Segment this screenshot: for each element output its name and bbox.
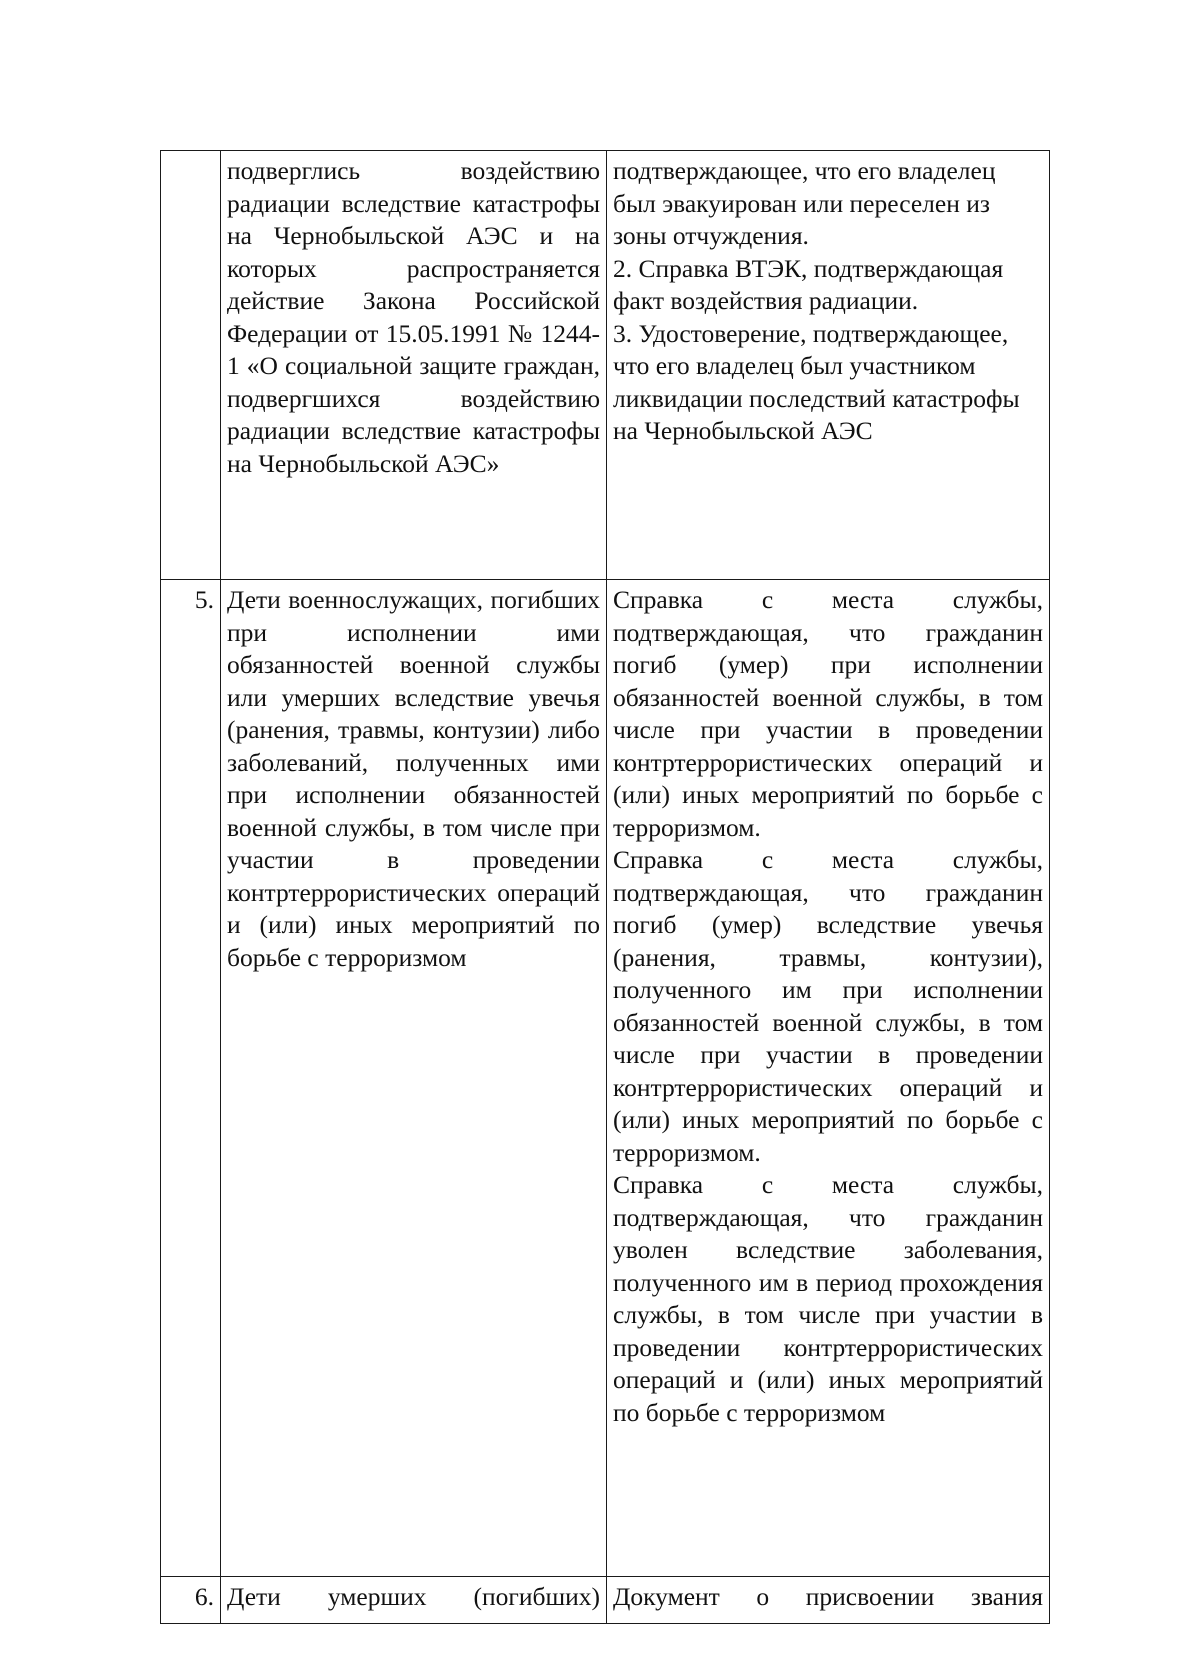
table-row xyxy=(161,580,1050,1577)
category-text: Дети умерших (погибших) xyxy=(227,1582,600,1611)
category-cell xyxy=(221,151,607,580)
category-cell xyxy=(221,580,607,1577)
category-cell xyxy=(221,1577,607,1624)
category-text: Дети военнослужащих, погибших при исполнении ими обязанностей военной службы или умерших вследствие увечья (ранения, травмы, контузии) либо заболеваний, полученных ими при исполнении обязанностей военной службы, в том числе при участии в проведении контртеррористических операций и (или) иных мероприятий по борьбе с терроризмом xyxy=(227,585,600,972)
table-row xyxy=(161,1577,1050,1624)
benefits-table xyxy=(160,150,1050,1624)
documents-cell xyxy=(607,1577,1050,1624)
row-number: 5. xyxy=(161,580,221,1577)
row-number xyxy=(161,151,221,580)
document-item: Справка с места службы, подтверждающая, что гражданин погиб (умер) вследствие увечья (ранения, травмы, контузии), полученного им при исполнении обязанностей военной службы, в том числе при участии в проведении контртеррористических операций и (или) иных мероприятий по борьбе с терроризмом. xyxy=(613,845,1043,1167)
document-item: 2. Справка ВТЭК, подтверждающая факт воздействия радиации. xyxy=(613,253,1004,315)
document-item: 3. Удостоверение, подтверждающее, что его владелец был участником ликвидации последствий катастрофы на Чернобыльской АЭС xyxy=(613,318,1020,445)
documents-cell xyxy=(607,580,1050,1577)
table-row xyxy=(161,151,1050,580)
document-item: Документ о присвоении звания xyxy=(613,1582,1043,1611)
row-number: 6. xyxy=(161,1577,221,1624)
document-item: Справка с места службы, подтверждающая, что гражданин уволен вследствие заболевания, полученного им в период прохождения службы, в том числе при участии в проведении контртеррористических операций и (или) иных мероприятий по борьбе с терроризмом xyxy=(613,1170,1043,1427)
document-item: подтверждающее, что его владелец был эвакуирован или переселен из зоны отчуждения. xyxy=(613,156,996,250)
document-item: Справка с места службы, подтверждающая, что гражданин погиб (умер) при исполнении обязанностей военной службы, в том числе при участии в проведении контртеррористических операций и (или) иных мероприятий по борьбе с терроризмом. xyxy=(613,585,1043,842)
documents-cell xyxy=(607,151,1050,580)
category-text: подверглись воздействию радиации вследствие катастрофы на Чернобыльской АЭС и на которых распространяется действие Закона Российской Федерации от 15.05.1991 № 1244-1 «О социальной защите граждан, подвергшихся воздействию радиации вследствие катастрофы на Чернобыльской АЭС» xyxy=(227,156,600,478)
